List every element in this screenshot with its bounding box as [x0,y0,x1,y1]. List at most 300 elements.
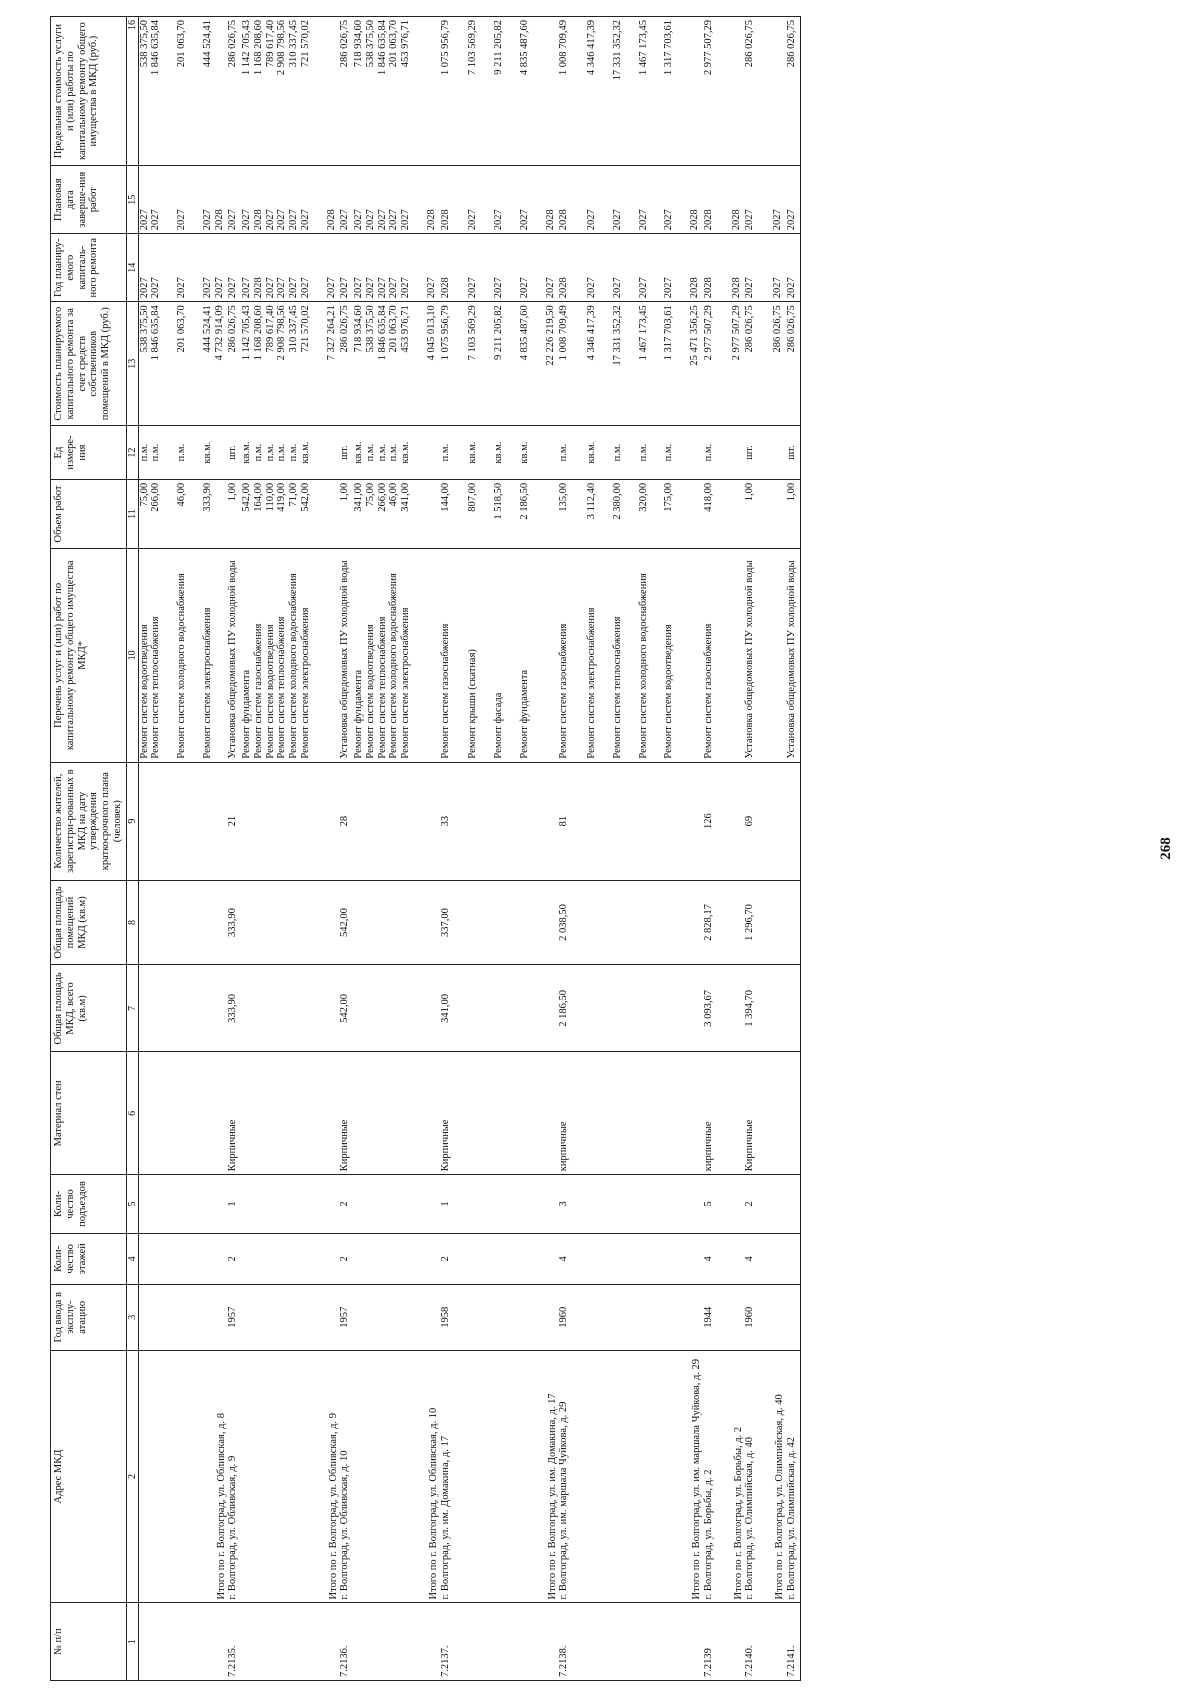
table-cell [388,762,400,880]
header-address: Адрес МКД [51,1350,127,1603]
table-cell [202,762,214,880]
table-cell [675,234,689,302]
work-limit-cost: 789 617,40 [265,17,277,166]
work-unit: п.м. [388,426,400,480]
table-cell [150,1350,162,1603]
table-cell [612,1233,624,1284]
table-cell [663,1603,675,1681]
table-cell [162,302,176,426]
table-cell [412,166,426,234]
work-end-year: 2027 [786,166,800,234]
table-cell [300,1350,312,1603]
table-cell [493,880,505,965]
table-cell [138,965,150,1052]
floors: 2 [227,1233,241,1284]
table-cell [453,549,467,763]
table-cell [188,234,202,302]
work-cost: 7 103 569,29 [467,302,479,426]
table-cell [531,1052,545,1175]
work-cost: 2 977 507,29 [703,302,717,426]
table-cell [572,1175,586,1233]
table-cell [505,426,519,480]
table-cell [326,880,340,965]
work-cost: 4 346 417,39 [586,302,598,426]
total-repair-year: 2027 [326,234,340,302]
spacer-row [531,17,545,1681]
table-cell [150,1603,162,1681]
table-cell [717,762,731,880]
work-limit-cost: 286 026,75 [339,17,353,166]
work-name: Ремонт систем газоснабжения [558,549,572,763]
table-cell [288,965,300,1052]
table-cell [717,166,731,234]
residents: 28 [339,762,353,880]
work-limit-cost: 2 977 507,29 [703,17,717,166]
total-label: Итого по г. Волгоград, ул. им. маршала Чуйкова, д. 29 [689,1350,703,1603]
table-cell [276,1285,288,1351]
table-cell [288,1285,300,1351]
table-cell [572,1285,586,1351]
table-cell [377,1285,389,1351]
table-cell [649,880,663,965]
table-cell [467,1052,479,1175]
table-cell [689,1285,703,1351]
spacer-row [162,17,176,1681]
table-cell [624,1350,638,1603]
work-name: Ремонт систем газоснабжения [440,549,454,763]
table-cell [731,1175,745,1233]
work-unit: п.м. [703,426,717,480]
table-cell [598,1175,612,1233]
table-cell [531,17,545,166]
table-cell [300,1233,312,1284]
total-end-year: 2028 [689,166,703,234]
table-cell [365,1603,377,1681]
work-name: Ремонт систем холодного водоснабжения [288,549,300,763]
table-cell [453,1052,467,1175]
work-end-year: 2027 [353,166,365,234]
table-cell [519,1175,531,1233]
work-volume: 164,00 [253,479,265,548]
spacer-row [649,17,663,1681]
table-cell [188,965,202,1052]
table-cell [531,762,545,880]
table-cell [572,965,586,1052]
table-cell [412,302,426,426]
table-cell [377,1603,389,1681]
column-number: 6 [126,1052,138,1175]
table-cell [479,1350,493,1603]
year-built: 1944 [703,1285,717,1351]
table-cell [572,234,586,302]
table-cell [176,1175,188,1233]
work-limit-cost: 1 846 635,84 [150,17,162,166]
table-cell [731,479,745,548]
table-cell [505,1052,519,1175]
table-cell [572,1052,586,1175]
building-address: г. Волгоград, ул. Обливская, д. 9 [227,1350,241,1603]
table-cell [265,880,277,965]
work-limit-cost: 4 835 487,60 [519,17,531,166]
table-cell [531,1285,545,1351]
table-cell [326,965,340,1052]
table-cell [214,1603,228,1681]
total-row [545,17,559,1681]
table-cell [479,17,493,166]
table-cell [638,1175,650,1233]
table-cell [326,1175,340,1233]
table-cell [663,880,675,965]
work-repair-year: 2027 [400,234,412,302]
spacer-row [453,17,467,1681]
table-cell [388,1052,400,1175]
table-cell [493,762,505,880]
table-cell [479,302,493,426]
table-cell [786,965,800,1052]
table-cell [479,1175,493,1233]
table-cell [479,1233,493,1284]
total-area: 3 093,67 [703,965,717,1052]
table-cell [717,1285,731,1351]
table-cell [326,762,340,880]
table-cell [150,965,162,1052]
table-cell [624,479,638,548]
table-cell [649,426,663,480]
header-end-date: Плановая дата заверше-ния работ [51,166,127,234]
table-cell [241,762,253,880]
table-cell [353,1603,365,1681]
work-name: Установка общедомовых ПУ холодной воды [786,549,800,763]
table-cell [717,479,731,548]
table-cell [426,17,440,166]
work-volume: 135,00 [558,479,572,548]
total-cost: 286 026,75 [772,302,786,426]
work-name: Ремонт систем теплоснабжения [276,549,288,763]
year-built: 1958 [440,1285,454,1351]
table-cell [649,762,663,880]
table-cell [202,880,214,965]
work-volume: 46,00 [176,479,188,548]
table-cell [162,880,176,965]
table-cell [412,880,426,965]
table-cell [772,549,786,763]
work-unit: п.м. [365,426,377,480]
table-cell [531,1233,545,1284]
building-address: г. Волгоград, ул. Борьбы, д. 2 [703,1350,717,1603]
header-residents: Количество жителей, зарегистри-рованных в МКД на дату утверждения краткосрочного плана (человек) [51,762,127,880]
table-cell [388,1285,400,1351]
work-repair-year: 2027 [339,234,353,302]
table-cell [365,1175,377,1233]
table-cell [493,1233,505,1284]
header-total-area: Общая площадь МКД, всего (кв.м) [51,965,127,1052]
table-cell [162,1285,176,1351]
table-cell [253,1603,265,1681]
work-end-year: 2027 [288,166,300,234]
table-cell [150,1052,162,1175]
table-cell [598,1285,612,1351]
table-cell [505,17,519,166]
residents: 69 [744,762,758,880]
table-cell [717,234,731,302]
table-cell [312,426,326,480]
table-cell [772,479,786,548]
work-repair-year: 2027 [663,234,675,302]
table-cell [598,17,612,166]
table-cell [675,549,689,763]
table-cell [326,1285,340,1351]
table-cell [241,1285,253,1351]
table-cell [426,479,440,548]
table-cell [253,762,265,880]
table-cell [353,1175,365,1233]
table-cell [649,1052,663,1175]
table-cell [288,762,300,880]
table-cell [412,965,426,1052]
table-cell [505,166,519,234]
table-cell [586,965,598,1052]
table-cell [758,17,772,166]
work-volume: 1,00 [339,479,353,548]
table-cell [138,880,150,965]
work-limit-cost: 1 075 956,79 [440,17,454,166]
table-row [202,17,214,1681]
table-cell [624,302,638,426]
table-cell [479,166,493,234]
table-cell [675,965,689,1052]
table-cell [689,965,703,1052]
work-end-year: 2027 [276,166,288,234]
table-cell [624,166,638,234]
table-cell [188,426,202,480]
table-cell [312,1233,326,1284]
table-cell [300,965,312,1052]
column-number: 2 [126,1350,138,1603]
table-header-row [51,17,127,1681]
table-cell [505,1603,519,1681]
work-unit: кв.м. [519,426,531,480]
work-cost: 17 331 352,32 [612,302,624,426]
table-cell [717,965,731,1052]
work-end-year: 2027 [138,166,150,234]
table-cell [545,479,559,548]
table-cell [545,17,559,166]
work-unit: шт. [786,426,800,480]
work-limit-cost: 538 375,50 [365,17,377,166]
row-number: 7.2135. [227,1603,241,1681]
table-cell [288,880,300,965]
total-label: Итого по г. Волгоград, ул. Борьбы, д. 2 [731,1350,745,1603]
building-row [227,17,241,1681]
table-cell [412,549,426,763]
table-cell [312,965,326,1052]
column-number: 15 [126,166,138,234]
work-limit-cost: 1 846 635,84 [377,17,389,166]
work-name: Установка общедомовых ПУ холодной воды [227,549,241,763]
table-cell [731,965,745,1052]
table-cell [400,762,412,880]
work-end-year: 2027 [365,166,377,234]
wall-material: Кирпичные [339,1052,353,1175]
work-limit-cost: 453 976,71 [400,17,412,166]
table-cell [689,549,703,763]
table-cell [188,1175,202,1233]
work-repair-year: 2027 [265,234,277,302]
table-cell [519,1350,531,1603]
wall-material: Кирпичные [227,1052,241,1175]
table-cell [400,1350,412,1603]
work-name: Ремонт систем электроснабжения [586,549,598,763]
table-row [388,17,400,1681]
table-cell [426,965,440,1052]
table-cell [479,880,493,965]
table-cell [545,965,559,1052]
work-repair-year: 2027 [519,234,531,302]
table-cell [365,965,377,1052]
table-cell [202,1350,214,1603]
column-number-row [126,17,138,1681]
total-repair-year: 2028 [731,234,745,302]
total-cost: 22 226 219,50 [545,302,559,426]
table-cell [388,1233,400,1284]
table-row [253,17,265,1681]
table-cell [663,1285,675,1351]
entrances: 2 [744,1175,758,1233]
table-cell [505,234,519,302]
table-cell [400,1603,412,1681]
table-cell [138,762,150,880]
total-area: 333,90 [227,965,241,1052]
table-cell [276,1233,288,1284]
table-cell [353,762,365,880]
work-limit-cost: 718 934,60 [353,17,365,166]
table-cell [377,880,389,965]
building-address: г. Волгоград, ул. им. Домакина, д. 17 [440,1350,454,1603]
table-cell [649,302,663,426]
table-row [241,17,253,1681]
table-cell [326,1233,340,1284]
work-volume: 320,00 [638,479,650,548]
table-cell [731,1285,745,1351]
table-cell [519,1285,531,1351]
table-cell [689,1175,703,1233]
table-cell [689,880,703,965]
table-cell [638,1603,650,1681]
table-cell [663,1233,675,1284]
table-cell [624,1052,638,1175]
column-number: 12 [126,426,138,480]
table-cell [162,1233,176,1284]
work-end-year: 2027 [202,166,214,234]
spacer-row [624,17,638,1681]
table-cell [505,1175,519,1233]
table-cell [265,762,277,880]
work-name: Ремонт фундамента [519,549,531,763]
work-limit-cost: 538 375,50 [138,17,150,166]
table-cell [717,1052,731,1175]
table-cell [162,549,176,763]
building-row [558,17,572,1681]
table-cell [531,1350,545,1603]
header-cost: Стоимость планируемого капитального ремонта за счет средств собственников помещений в МКД (руб.) [51,302,127,426]
table-cell [312,1350,326,1603]
table-cell [731,1052,745,1175]
work-cost: 201 063,70 [176,302,188,426]
table-cell [772,17,786,166]
table-cell [675,166,689,234]
table-cell [519,762,531,880]
work-repair-year: 2028 [440,234,454,302]
floors: 2 [339,1233,353,1284]
table-cell [586,880,598,965]
table-cell [412,1350,426,1603]
header-entrances: Коли-чество подъездов [51,1175,127,1233]
table-cell [612,1603,624,1681]
table-cell [312,549,326,763]
table-cell [519,965,531,1052]
header-unit: Ед измере-ния [51,426,127,480]
table-cell [649,479,663,548]
building-row [744,17,758,1681]
work-unit: кв.м. [400,426,412,480]
table-row [276,17,288,1681]
work-unit: кв.м. [241,426,253,480]
work-cost: 1 168 208,60 [253,302,265,426]
building-row [440,17,454,1681]
table-cell [758,1175,772,1233]
building-row [703,17,717,1681]
table-cell [276,880,288,965]
work-cost: 1 142 705,43 [241,302,253,426]
header-year-built: Год ввода в эксплу-атацию [51,1285,127,1351]
table-cell [758,1233,772,1284]
wall-material: кирпичные [558,1052,572,1175]
work-limit-cost: 1 317 703,61 [663,17,675,166]
table-cell [479,1052,493,1175]
total-label: Итого по г. Волгоград, ул. Обливская, д. 8 [214,1350,228,1603]
table-cell [162,166,176,234]
table-cell [162,1350,176,1603]
table-cell [758,965,772,1052]
table-cell [312,17,326,166]
work-volume: 75,00 [138,479,150,548]
table-cell [214,965,228,1052]
table-cell [400,1233,412,1284]
table-cell [214,549,228,763]
table-cell [586,1233,598,1284]
table-cell [624,880,638,965]
table-cell [176,762,188,880]
table-cell [176,1052,188,1175]
table-cell [412,1233,426,1284]
table-cell [572,762,586,880]
table-cell [388,880,400,965]
total-row [214,17,228,1681]
table-row [138,17,150,1681]
table-cell [214,1052,228,1175]
work-volume: 175,00 [663,479,675,548]
spacer-row [188,17,202,1681]
work-cost: 1 846 635,84 [150,302,162,426]
table-cell [493,1350,505,1603]
table-cell [572,166,586,234]
table-cell [758,302,772,426]
spacer-row [312,17,326,1681]
column-number: 14 [126,234,138,302]
table-cell [586,1052,598,1175]
table-cell [253,880,265,965]
table-cell [214,1233,228,1284]
